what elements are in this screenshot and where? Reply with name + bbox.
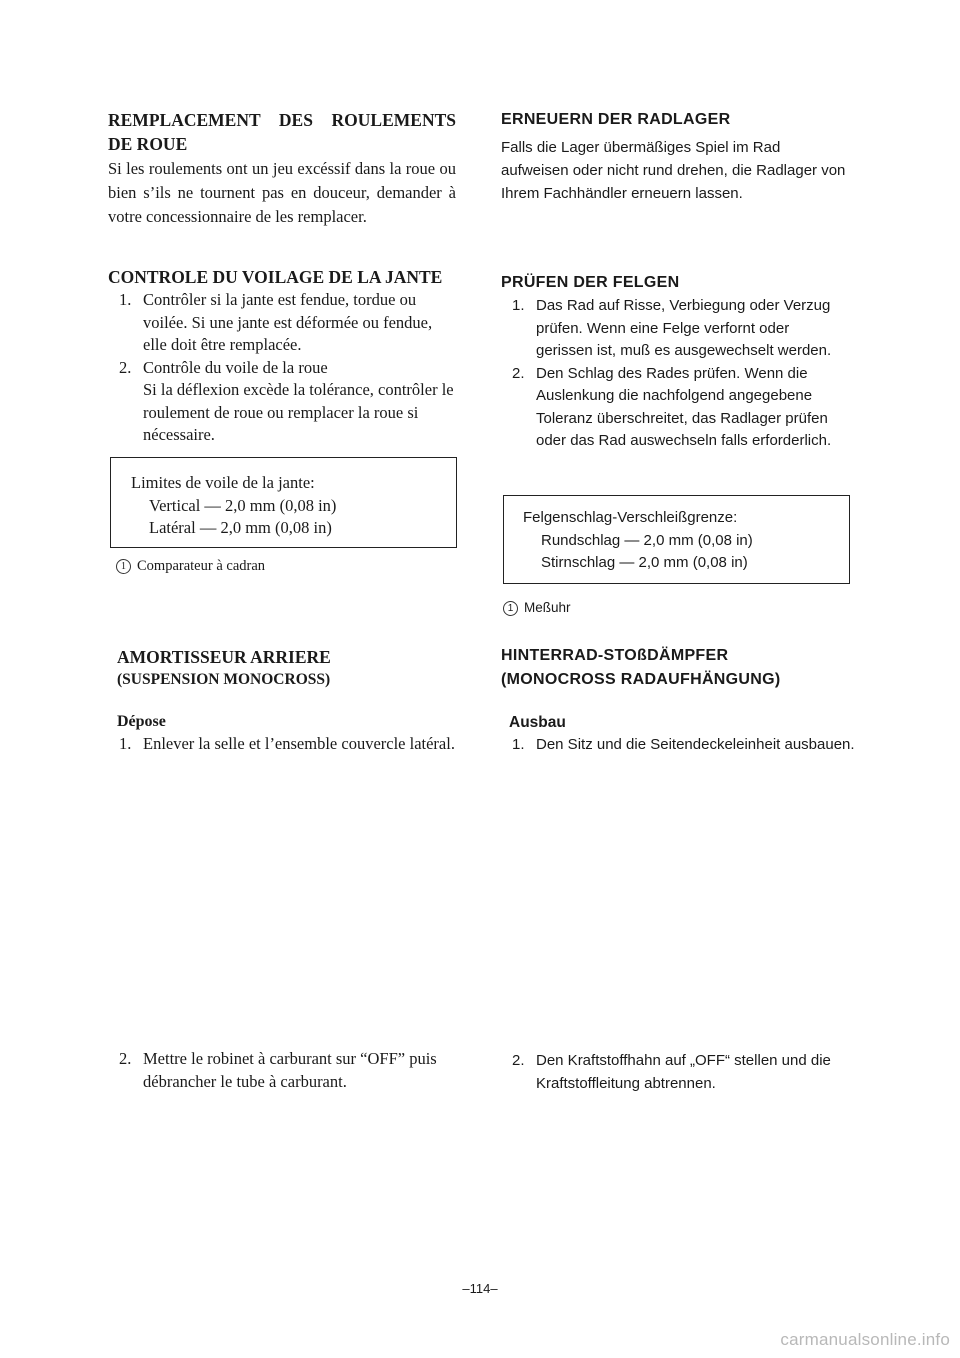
step-number: 1.	[512, 736, 525, 753]
step-number: 2.	[512, 1052, 525, 1069]
de-heading-wheel-bearings: ERNEUERN DER RADLAGER	[501, 111, 731, 128]
callout-number-icon: 1	[116, 559, 131, 574]
callout-number-icon: 1	[503, 601, 518, 616]
list-item	[501, 1050, 861, 1095]
de-heading-rear-shock-sub: (MONOCROSS RADAUFHÄNGUNG)	[501, 671, 781, 688]
step-number: 1.	[512, 297, 525, 314]
watermark: carmanualsonline.info	[780, 1330, 950, 1349]
de-steps-rim	[501, 295, 849, 453]
list-item	[501, 363, 849, 453]
list-item	[501, 295, 849, 363]
step-text: Contrôler si la jante est fendue, tordue ou voilée. Si une jante est déformée ou fendue, elle doit être remplacée.	[143, 290, 433, 354]
de-legend-text: Meßuhr	[524, 600, 571, 615]
step-text: Das Rad auf Risse, Verbiegung oder Verzug prüfen. Wenn eine Felge verfornt oder gerissen ist, muß es ausgewechselt werden.	[536, 297, 832, 359]
page-number: –114–	[462, 1281, 498, 1296]
fr-section-rim-runout	[108, 265, 456, 447]
de-section-rear-shock	[501, 644, 856, 757]
de-steps-removal	[501, 734, 856, 757]
step-number: 2.	[119, 1049, 132, 1068]
fr-subheading-removal: Dépose	[117, 713, 166, 730]
step-text: Mettre le robinet à carburant sur “OFF” puis débrancher le tube à carburant.	[143, 1049, 437, 1091]
de-spec-box	[503, 495, 850, 584]
step-text: Den Kraftstoffhahn auf „OFF“ stellen und die Kraftstoffleitung abtrennen.	[536, 1052, 831, 1092]
step-text: Contrôle du voile de la roue	[143, 357, 328, 377]
fr-spec-box	[110, 457, 457, 548]
step-number: 1.	[119, 734, 132, 753]
fr-heading-rear-shock-sub: (SUSPENSION MONOCROSS)	[117, 671, 331, 688]
de-spec-axial: Stirnschlag — 2,0 mm (0,08 in)	[541, 554, 748, 571]
de-spec-title: Felgenschlag-Verschleißgrenze:	[523, 509, 738, 526]
fr-steps-removal-cont	[108, 1048, 464, 1093]
step-number: 2.	[119, 357, 132, 377]
de-heading-rear-shock: HINTERRAD-STOßDÄMPFER	[501, 647, 729, 664]
fr-spec-vertical: Vertical — 2,0 mm (0,08 in)	[149, 495, 337, 515]
de-steps-removal-cont	[501, 1050, 861, 1095]
de-section-wheel-bearings	[501, 108, 851, 205]
fr-section-wheel-bearings	[108, 108, 456, 229]
step-number: 2.	[512, 364, 525, 382]
de-paragraph-wheel-bearings: Falls die Lager übermäßiges Spiel im Rad aufweisen oder nicht rund drehen, die Radlager von Ihrem Fachhändler erneuern lassen.	[501, 139, 846, 202]
step-text-cont: Si la déflexion excède la tolérance, contrôler le roulement de roue ou remplacer la roue si nécessaire.	[143, 380, 454, 444]
fr-heading-rim-runout: CONTROLE DU VOILAGE DE LA JANTE	[108, 267, 443, 287]
fr-spec-title: Limites de voile de la jante:	[131, 473, 315, 492]
list-item	[108, 289, 456, 357]
fr-heading-wheel-bearings: REMPLACEMENT DES ROULEMENTS	[108, 110, 456, 130]
de-subheading-removal: Ausbau	[509, 714, 566, 731]
fr-heading-rear-shock: AMORTISSEUR ARRIERE	[117, 647, 331, 667]
fr-legend-text: Comparateur à cadran	[137, 558, 266, 574]
fr-step-fuel	[108, 1048, 464, 1093]
de-heading-rim-check: PRÜFEN DER FELGEN	[501, 274, 680, 291]
de-spec-radial: Rundschlag — 2,0 mm (0,08 in)	[541, 531, 753, 549]
fr-paragraph-wheel-bearings: Si les roulements ont un jeu excéssif dans la roue ou bien s’ils ne tournent pas en douceur, demander à votre concessionnaire de les remplacer.	[108, 159, 456, 226]
fr-legend	[116, 555, 265, 578]
step-number: 1.	[119, 290, 132, 309]
list-item	[108, 1048, 464, 1093]
step-text: Den Schlag des Rades prüfen. Wenn die Auslenkung die nachfolgend angegebene Toleranz überschreitet, das Radlager prüfen oder das Rad auswechseln falls erforderlich.	[536, 364, 832, 449]
list-item	[108, 357, 456, 447]
fr-spec-lateral: Latéral — 2,0 mm (0,08 in)	[149, 518, 332, 537]
step-text: Den Sitz und die Seitendeckeleinheit ausbauen.	[536, 736, 855, 753]
de-step-fuel	[501, 1050, 861, 1095]
fr-steps-rim	[108, 289, 456, 447]
fr-section-rear-shock	[117, 645, 462, 756]
fr-steps-removal	[108, 733, 462, 756]
fr-heading-wheel-bearings-cont: DE ROUE	[108, 134, 188, 154]
list-item	[501, 734, 856, 757]
de-section-rim-check	[501, 271, 849, 453]
de-legend	[503, 597, 571, 620]
step-text: Enlever la selle et l’ensemble couvercle latéral.	[143, 734, 455, 753]
list-item	[108, 733, 462, 756]
